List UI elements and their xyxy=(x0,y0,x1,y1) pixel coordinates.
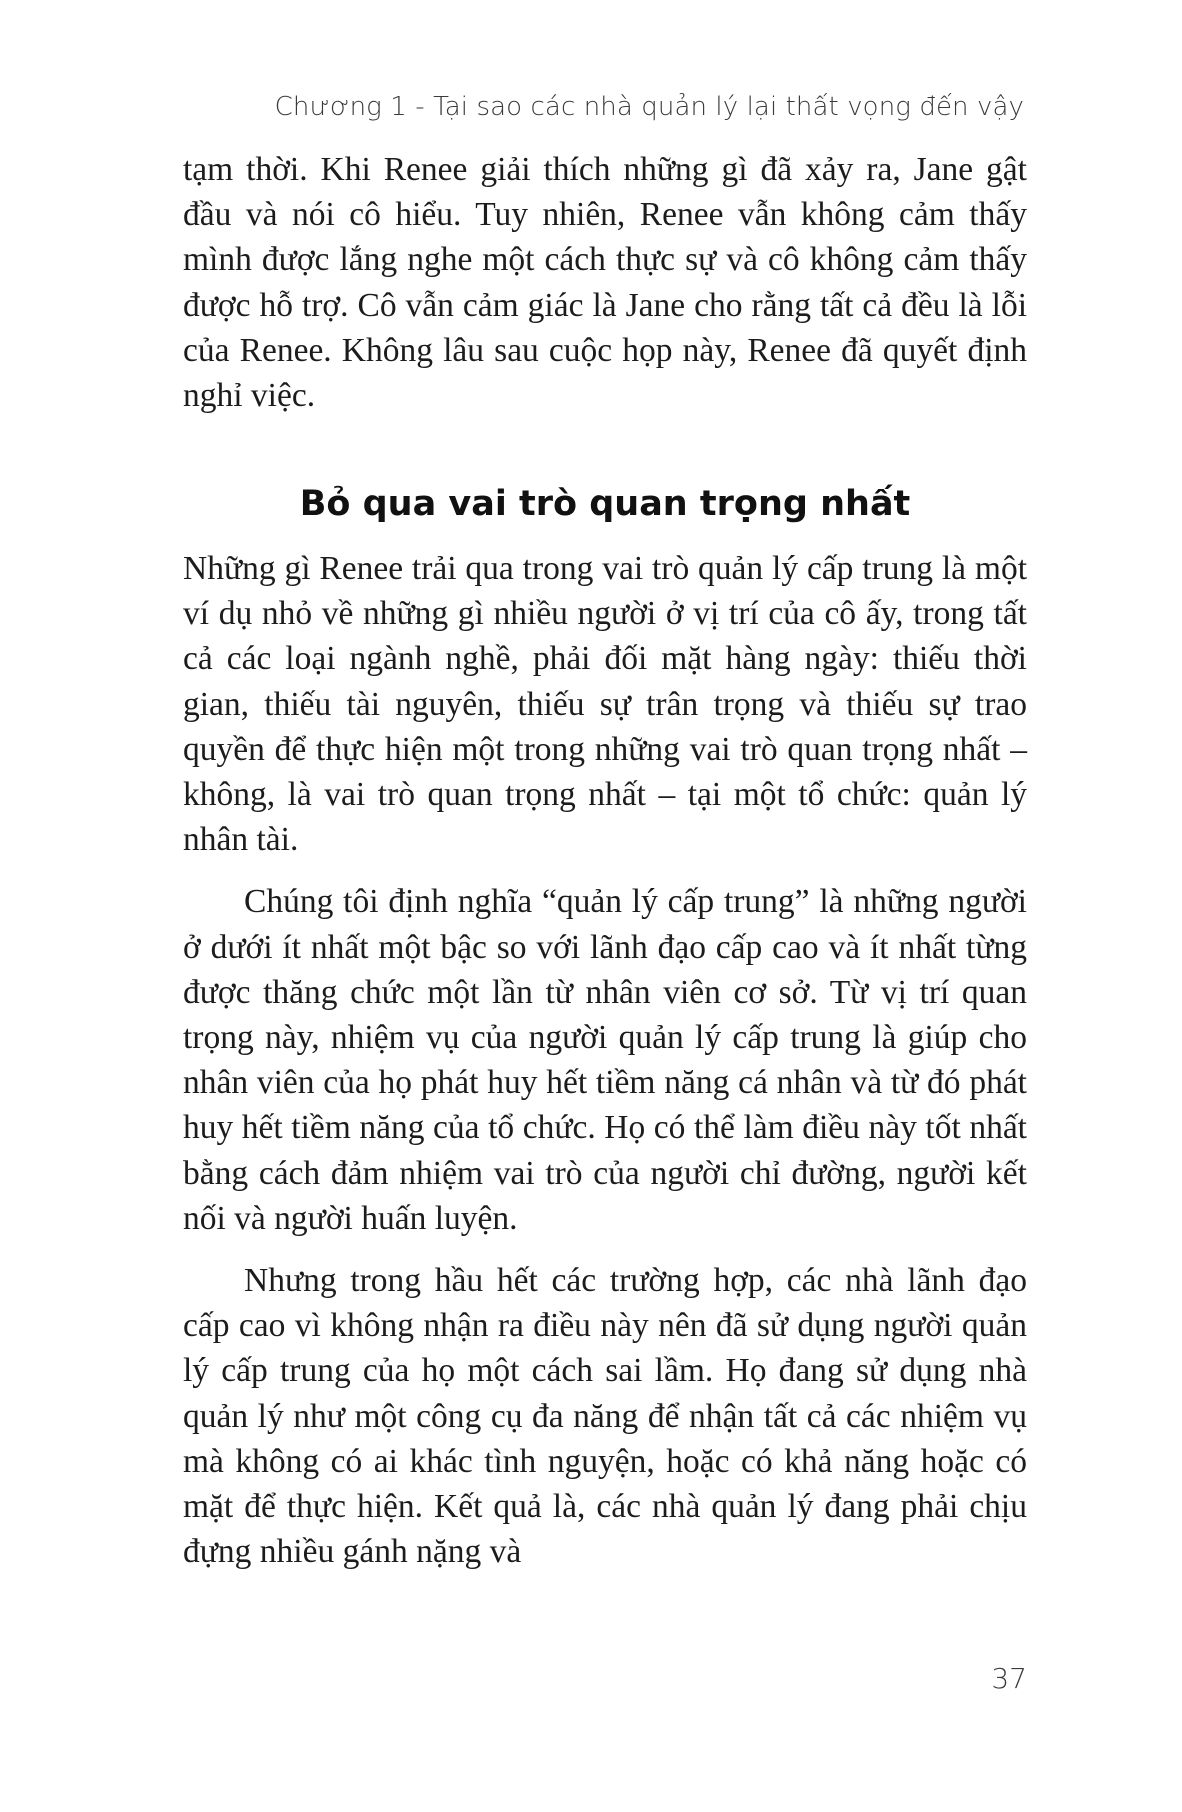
section-heading: Bỏ qua vai trò quan trọng nhất xyxy=(299,484,911,524)
continued-paragraph: tạm thời. Khi Renee giải thích những gì đã xảy ra, Jane gật đầu và nói cô hiểu. Tuy nhiên, Renee vẫn không cảm thấy mình được lắng nghe một cách thực sự và cô không cảm thấy được hỗ trợ. Cô vẫn cảm giác là Jane cho rằng tất cả đều là lỗi của Renee. Không lâu sau cuộc họp này, Renee đã quyết định nghỉ việc. xyxy=(183,151,1027,415)
running-header: Chương 1 - Tại sao các nhà quản lý lại thất vọng đến vậy xyxy=(274,92,1024,122)
body-paragraph-1: Những gì Renee trải qua trong vai trò quản lý cấp trung là một ví dụ nhỏ về những gì nhiều người ở vị trí của cô ấy, trong tất cả các loại ngành nghề, phải đối mặt hàng ngày: thiếu thời gian, thiếu tài nguyên, thiếu sự trân trọng và thiếu sự trao quyền để thực hiện một trong những vai trò quan trọng nhất – không, là vai trò quan trọng nhất – tại một tổ chức: quản lý nhân tài. xyxy=(183,550,1027,859)
continued-paragraph-block xyxy=(183,147,1027,418)
page-number: 37 xyxy=(991,1662,1027,1695)
body-paragraph-2: Chúng tôi định nghĩa “quản lý cấp trung” là những người ở dưới ít nhất một bậc so với lãnh đạo cấp cao và ít nhất từng được thăng chức một lần từ nhân viên cơ sở. Từ vị trí quan trọng này, nhiệm vụ của người quản lý cấp trung là giúp cho nhân viên của họ phát huy hết tiềm năng cá nhân và từ đó phát huy hết tiềm năng của tổ chức. Họ có thể làm điều này tốt nhất bằng cách đảm nhiệm vai trò của người chỉ đường, người kết nối và người huấn luyện. xyxy=(183,883,1027,1237)
body-paragraph-3: Nhưng trong hầu hết các trường hợp, các nhà lãnh đạo cấp cao vì không nhận ra điều này nên đã sử dụng người quản lý cấp trung của họ một cách sai lầm. Họ đang sử dụng nhà quản lý như một công cụ đa năng để nhận tất cả các nhiệm vụ mà không có ai khác tình nguyện, hoặc có khả năng hoặc có mặt để thực hiện. Kết quả là, các nhà quản lý đang phải chịu đựng nhiều gánh nặng và xyxy=(183,1262,1027,1571)
section-body xyxy=(183,546,1027,1574)
